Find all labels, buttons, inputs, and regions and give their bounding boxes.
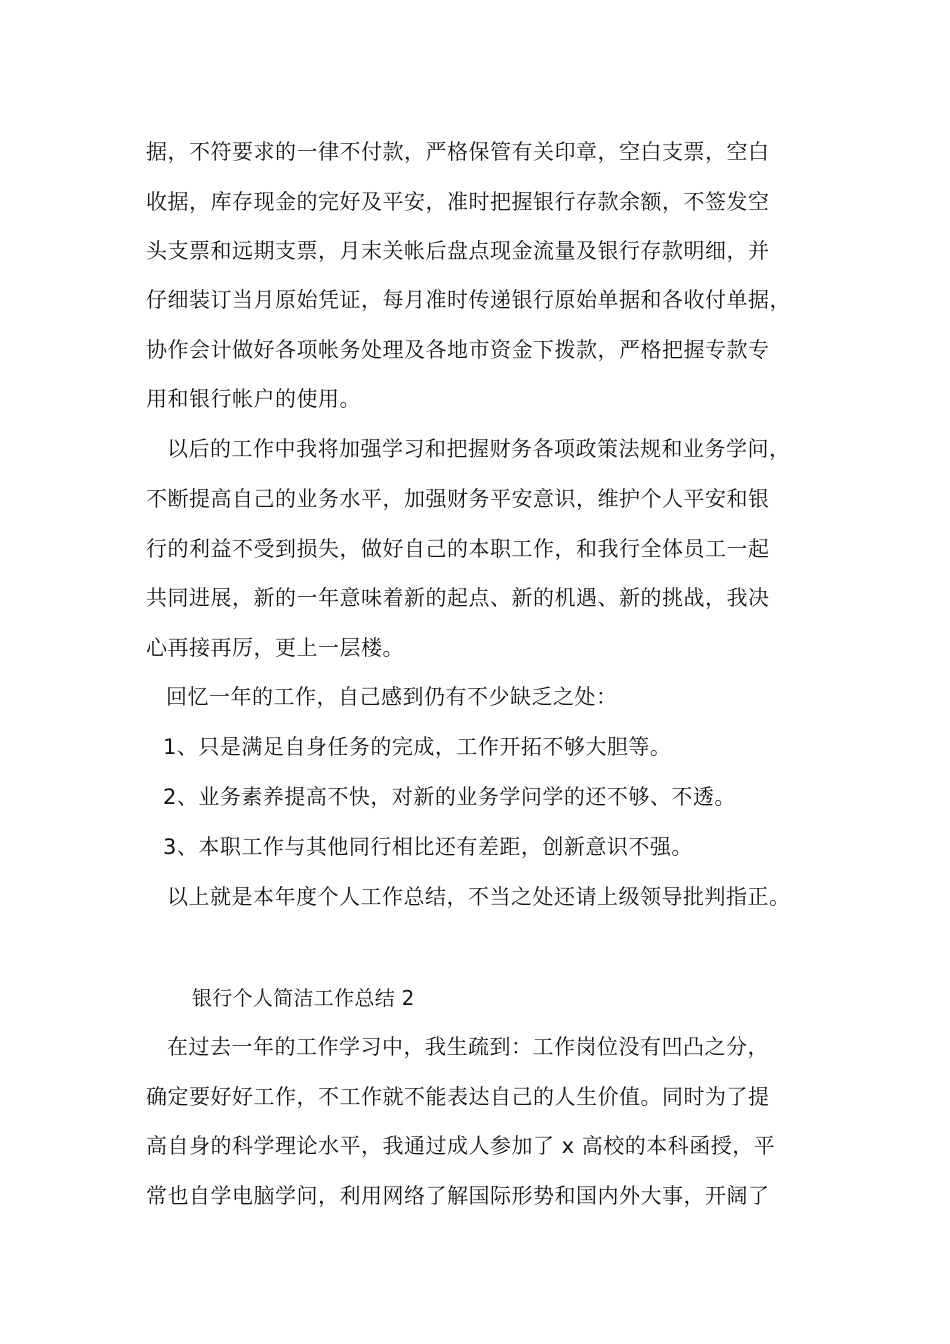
paragraph-line: 心再接再厉，更上一层楼。 [146,636,404,660]
paragraph-line: 用和银行帐户的使用。 [146,387,361,411]
paragraph-line: 共同进展，新的一年意味着新的起点、新的机遇、新的挑战，我决 [146,586,770,610]
paragraph-line: 协作会计做好各项帐务处理及各地市资金下拨款，严格把握专款专 [146,338,770,362]
paragraph-line: 头支票和远期支票，月末关帐后盘点现金流量及银行存款明细，并 [146,239,770,263]
paragraph-line: 以后的工作中我将加强学习和把握财务各项政策法规和业务学问， [167,437,791,461]
paragraph-line: 收据，库存现金的完好及平安，准时把握银行存款余额，不签发空 [146,190,770,214]
paragraph-line: 在过去一年的工作学习中，我生疏到：工作岗位没有凹凸之分， [167,1035,769,1059]
paragraph-line: 仔细装订当月原始凭证，每月准时传递银行原始单据和各收付单据， [146,288,791,312]
list-item: 2、业务素养提高不快，对新的业务学问学的还不够、不透。 [163,785,736,809]
section-title: 银行个人简洁工作总结 2 [192,986,415,1010]
paragraph-line: 确定要好好工作，不工作就不能表达自己的人生价值。同时为了提 [146,1085,770,1109]
paragraph-line: 行的利益不受到损失，做好自己的本职工作，和我行全体员工一起 [146,537,770,561]
paragraph-line: 据，不符要求的一律不付款，严格保管有关印章，空白支票，空白 [146,140,770,164]
review-intro: 回忆一年的工作，自己感到仍有不少缺乏之处： [166,685,618,709]
paragraph-line: 不断提高自己的业务水平，加强财务平安意识，维护个人平安和银 [146,487,770,511]
list-item: 3、本职工作与其他同行相比还有差距，创新意识不强。 [163,835,693,859]
closing-line: 以上就是本年度个人工作总结，不当之处还请上级领导批判指正。 [167,885,791,909]
paragraph-line: 高自身的科学理论水平，我通过成人参加了 x 高校的本科函授，平 [146,1134,776,1158]
paragraph-line: 常也自学电脑学问，利用网络了解国际形势和国内外大事，开阔了 [146,1184,770,1208]
list-item: 1、只是满足自身任务的完成，工作开拓不够大胆等。 [163,735,672,759]
